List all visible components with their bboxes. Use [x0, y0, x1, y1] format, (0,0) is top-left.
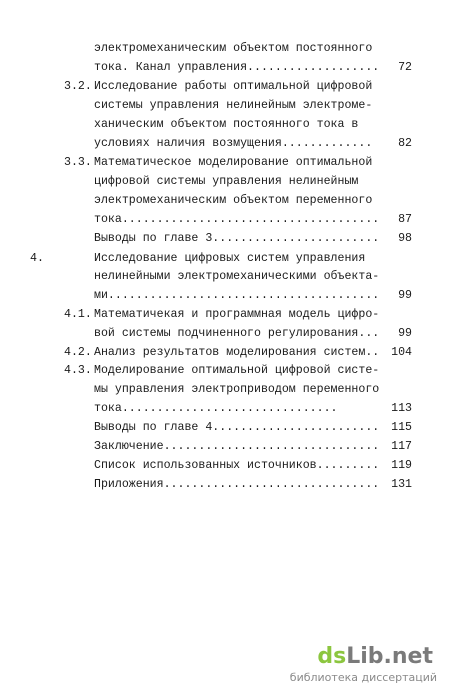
logo-lib: Lib [346, 644, 384, 669]
logo-net: .net [383, 644, 433, 669]
watermark [283, 644, 443, 688]
toc-line: ми....................................... [94, 289, 380, 302]
page-number: 113 [391, 402, 412, 415]
section-number: 3.2. [64, 80, 92, 93]
page-number: 98 [398, 232, 412, 245]
toc-line: системы управления нелинейным электроме- [94, 99, 373, 112]
page-number: 115 [391, 421, 412, 434]
toc-line: условиях наличия возмущения............. [94, 137, 373, 150]
toc-line: Моделирование оптимальной цифровой систе- [94, 364, 380, 377]
toc-line: тока..................................... [94, 213, 380, 226]
toc-line: Приложения............................... [94, 478, 380, 491]
toc-line: Анализ результатов моделирования систем.. [94, 346, 380, 359]
toc-line: мы управления электроприводом переменного [94, 383, 380, 396]
toc-line: электромеханическим объектом постоянного [94, 42, 373, 55]
toc-line: цифровой системы управления нелинейным [94, 175, 359, 188]
page-number: 87 [398, 213, 412, 226]
toc-line: вой системы подчиненного регулирования... [94, 327, 380, 340]
toc-line: Исследование работы оптимальной цифровой [94, 80, 373, 93]
page-number: 99 [398, 289, 412, 302]
section-number: 4.1. [64, 308, 92, 321]
dslib-logo [317, 644, 433, 670]
page-number: 131 [391, 478, 412, 491]
toc-line: Выводы по главе 3........................ [94, 232, 380, 245]
page-number: 82 [398, 137, 412, 150]
section-number: 4. [30, 252, 44, 265]
toc-line: ханическим объектом постоянного тока в [94, 118, 359, 131]
toc-line: тока............................... [94, 402, 338, 415]
toc-line: Заключение............................... [94, 440, 380, 453]
toc-line: электромеханическим объектом переменного [94, 194, 373, 207]
page-number: 99 [398, 327, 412, 340]
toc-line: Список использованных источников......... [94, 459, 380, 472]
toc-line: Математичекая и программная модель цифро- [94, 308, 380, 321]
page-number: 72 [398, 61, 412, 74]
page-number: 119 [391, 459, 412, 472]
watermark-subtitle: библиотека диссертаций [289, 671, 437, 684]
toc-line: Исследование цифровых систем управления [94, 252, 366, 265]
toc-line: Выводы по главе 4........................ [94, 421, 380, 434]
page-number: 104 [391, 346, 412, 359]
page-number: 117 [391, 440, 412, 453]
section-number: 3.3. [64, 156, 92, 169]
toc-line: тока. Канал управления................... [94, 61, 380, 74]
section-number: 4.3. [64, 364, 92, 377]
section-number: 4.2. [64, 346, 92, 359]
toc-line: нелинейными электромеханическими объекта- [94, 270, 380, 283]
toc-line: Математическое моделирование оптимальной [94, 156, 373, 169]
logo-ds: ds [317, 644, 347, 669]
